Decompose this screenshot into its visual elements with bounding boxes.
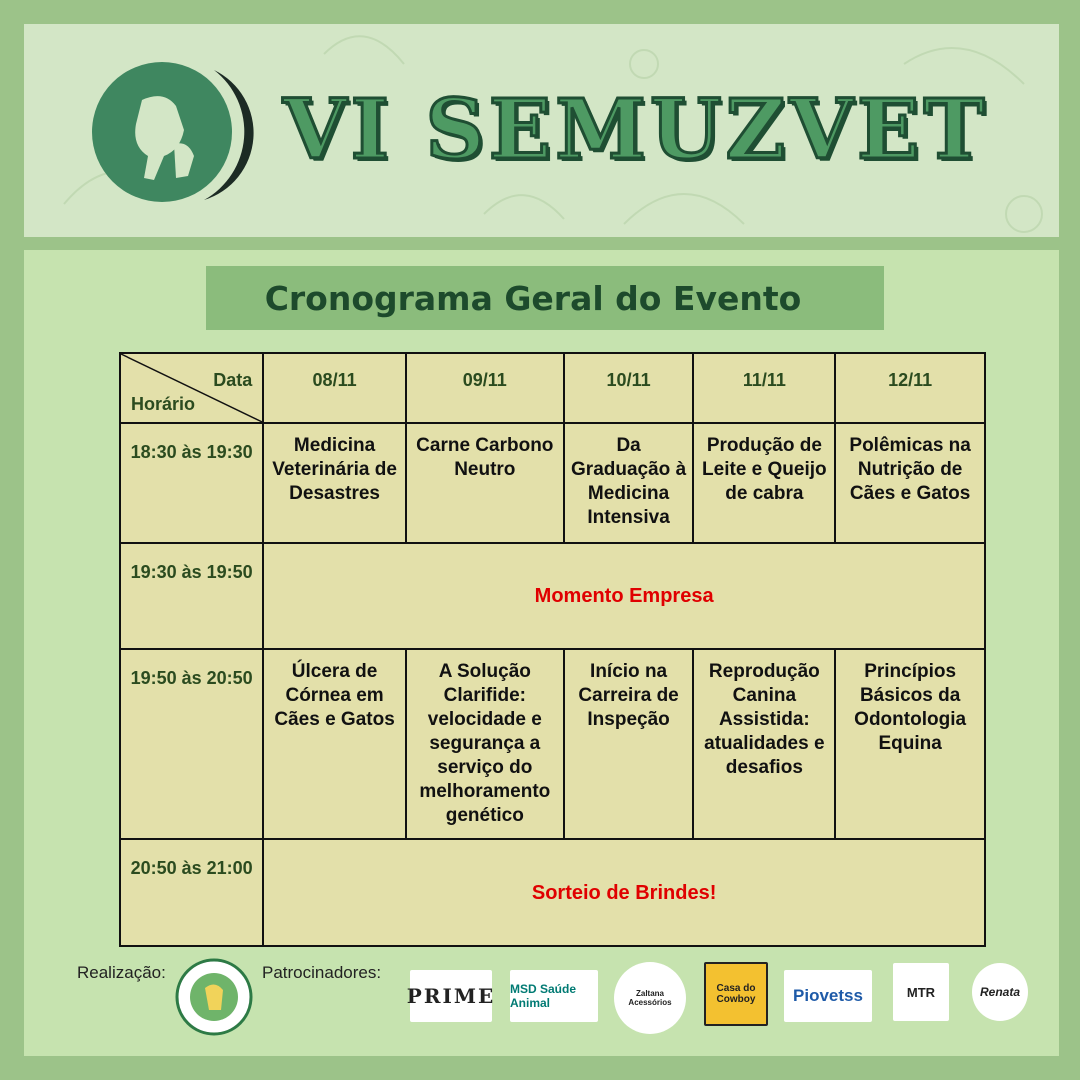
msd-logo: MSD Saúde Animal [510,970,598,1022]
talk-cell: Carne Carbono Neutro [406,423,564,543]
prime-logo: PRIME [410,970,492,1022]
mtr-logo: MTR [893,963,949,1021]
table-row [120,543,985,649]
date-header: 08/11 [263,353,406,423]
talk-cell: Polêmicas na Nutrição de Cães e Gatos [835,423,985,543]
zaltana-logo: Zaltana Acessórios [614,962,686,1034]
centro-academico-logo [175,958,253,1036]
schedule-table [119,352,986,947]
semuzvet-logo [84,60,254,205]
date-header: 10/11 [564,353,694,423]
schedule-title: Cronograma Geral do Evento [264,278,802,318]
time-cell: 19:30 às 19:50 [120,543,263,649]
talk-cell: Princípios Básicos da Odontologia Equina [835,649,985,839]
event-title: VI SEMUZVET [283,82,989,178]
company-moment-cell: Momento Empresa [263,543,985,649]
time-cell: 18:30 às 19:30 [120,423,263,543]
table-row [120,839,985,946]
talk-cell: Início na Carreira de Inspeção [564,649,694,839]
renata-logo: Renata [972,963,1028,1021]
piovetss-logo: Piovetss [784,970,872,1022]
talk-cell: Úlcera de Córnea em Cães e Gatos [263,649,406,839]
realizacao-label: Realização: [77,963,166,982]
talk-cell: Da Graduação à Medicina Intensiva [564,423,694,543]
corner-time-label: Horário [131,394,196,414]
corner-date-label: Data [213,370,253,390]
time-cell: 20:50 às 21:00 [120,839,263,946]
corner-cell [120,353,263,423]
prize-draw-cell: Sorteio de Brindes! [263,839,985,946]
talk-cell: Reprodução Canina Assistida: atualidades e desafios [693,649,835,839]
table-row [120,423,985,543]
date-header: 12/11 [835,353,985,423]
date-header: 09/11 [406,353,564,423]
time-cell: 19:50 às 20:50 [120,649,263,839]
table-row [120,649,985,839]
patrocinadores-label: Patrocinadores: [262,963,382,982]
casa-do-cowboy-logo: Casa do Cowboy [704,962,768,1026]
talk-cell: Produção de Leite e Queijo de cabra [693,423,835,543]
talk-cell: Medicina Veterinária de Desastres [263,423,406,543]
date-header: 11/11 [693,353,835,423]
talk-cell: A Solução Clarifide: velocidade e segurança a serviço do melhoramento genético [406,649,564,839]
table-header-row [120,353,985,423]
